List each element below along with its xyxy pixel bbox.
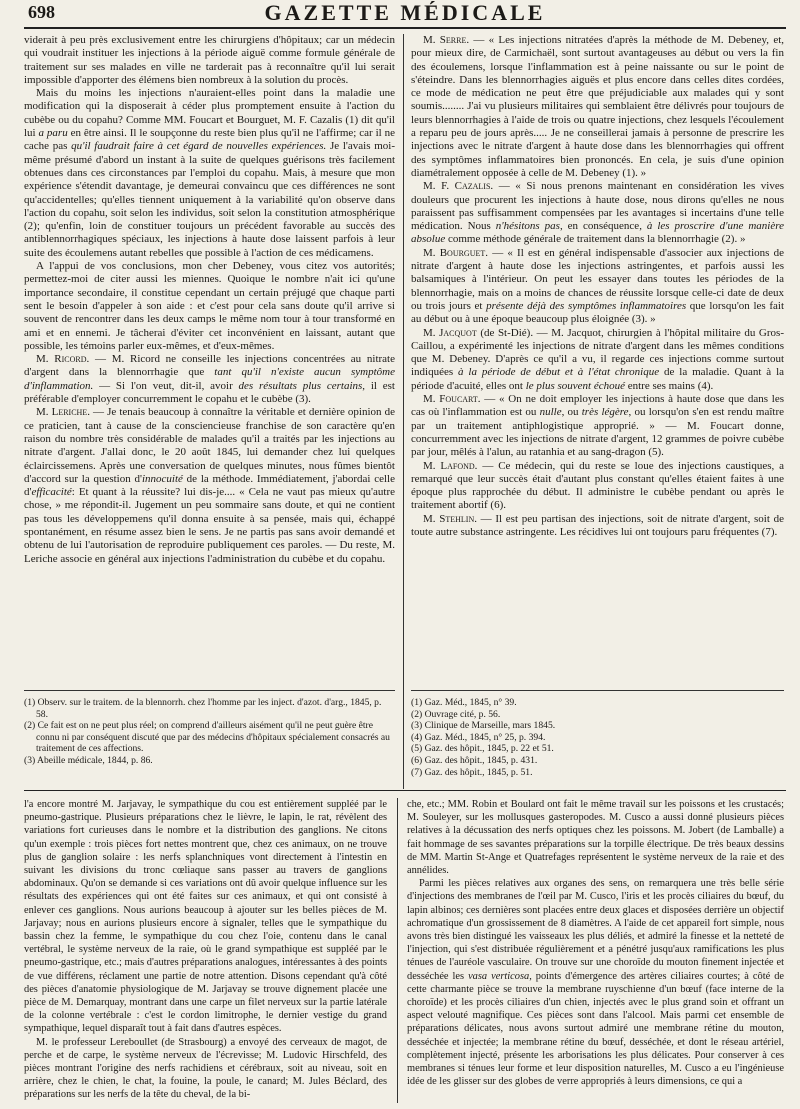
paragraph: viderait à peu près exclusivement entre les chirurgiens d'hôpitaux; car un médecin qui voudrait instituer les injections à la période aiguë comme formule générale de traitement sur ses malades en ville ne tarderait pas à reconnaître qu'il lui serait impossible d'apporter des élémens bien nombreux à la solution du procès. <box>24 34 395 86</box>
footnote: (4) Gaz. Méd., 1845, n° 25, p. 394. <box>411 731 546 743</box>
page-header <box>24 0 786 26</box>
masthead-title: GAZETTE MÉDICALE <box>264 0 546 25</box>
paragraph: M. le professeur Lereboullet (de Strasbourg) a envoyé des cerveaux de magot, de perche et de carpe, le système nerveux de l'écrevisse; M. Ludovic Hirschfeld, des pièces montrant l'origine des nerfs rachidiens et cérébraux, soit au niveau, soit en arrière, chez le chien, le chat, la fouine, la poule, le canard; M. Jules Béclard, des préparations sur les nerfs de la tête du cheval, de la bi- <box>24 1036 387 1101</box>
page-number: 698 <box>28 2 55 22</box>
footnote: (6) Gaz. des hôpit., 1845, p. 431. <box>411 754 538 766</box>
paragraph: l'a encore montré M. Jarjavay, le sympathique du cou est entièrement suppléé par le pneumo-gastrique. Plusieurs préparations chez le lièvre, le lapin, le rat, révèlent des variations fort curieuses dans le nombre et la distribution des ganglions. Ne citons qu'un exemple : trois pièces fort nettes montrent que, chez ces animaux, on ne trouve plus de ganglion solaire : les nerfs splanchniques vont directement à l'intestin en suivant les divisions du tronc cœliaque sans passer au travers de ganglions abdominaux. Qu'on se demande si ces variations ont dû avoir quelque influence sur les résultats des expériences qui ont été faites sur ces animaux, et qui ont consisté à enlever ces ganglions. Nous aurions beaucoup à ajouter sur les belles pièces de M. Jarjavay; nous en aurions plusieurs encore à signaler, telles que le sympathique du bassin chez la femme, le sympathique du cou chez l'oie, contenu dans le canal vertébral, le système nerveux de la raie, où le grand sympathique est suppléé par le pneumo-gastrique, etc.; mais d'autres préparations analogues, intéressantes à des points de vue différens, réclament une partie de notre attention. Disons cependant qu'à côté des pièces d'anatomie physiologique de M. Jarjavay se trouve dignement placée une pièce de M. Demarquay, montrant dans une carpe un filet nerveux sur la partie latérale de la colonne vertébrale : c'est le cordon limitrophe, le dernier vestige du grand sympathique, lequel disparaît tout à fait dans d'autres espèces. <box>24 799 387 1035</box>
paragraph: Mais du moins les injections n'auraient-elles point dans la maladie une modification qui la disposerait à céder plus promptement ensuite à l'action du cubèbe ou du copahu? Comme MM. Foucart et Bourguet, M. F. Cazalis (1) dit qu'il lui a paru en être ainsi. Il le soupçonne du reste bien plus qu'il ne l'affirme; car il ne cache pas qu'il faudrait faire à cet égard de nouvelles expériences. Je l'avais moi-même présumé d'abord un instant à la suite de quelques guérisons très facilement obtenues dans ces circonstances par l'emploi du copahu. Mais, à mesure que mon expérience s'étendit davantage, je demeurai convaincu que ces différences ne sont qu'accidentelles; qu'elles tiennent uniquement à la variabilité qu'on observe dans l'action du copahu, soit selon les individus, soit selon la constitution atmosphérique (2); qu'enfin, loin de constituer toujours un précédent favorable au succès des antiblennorrhagiques spéciaux, les injections à haute dose laissent parfois à leur suite des écoulemens autant rebelles que possible à l'action de ces médicamens. <box>24 87 395 259</box>
footnote: (1) Gaz. Méd., 1845, n° 39. <box>411 697 517 708</box>
paragraph-bourguet: M. Bourguet. — « Il est en général indispensable d'associer aux injections de nitrate d'argent à haute dose les injections astringentes, et parfois aussi les balsamiques à l'intérieur. On peut les essayer dans toutes les périodes de la blennorrhagie, mais on a moins de chances de réussite lorsque celle-ci date de deux ou trois jours et présente déjà des symptômes inflammatoires que lorsqu'on les fait au début ou à une époque beaucoup plus éloignée (3). » <box>411 246 784 326</box>
paragraph: che, etc.; MM. Robin et Boulard ont fait le même travail sur les poissons et les crustacés; M. Souleyer, sur les mollusques gasteropodes. M. Cusco a aussi donné plusieurs pièces relatives à la décussation des nerfs optiques chez les poissons. M. Jobert (de Lamballe) a fait hommage de ses savantes préparations sur la torpille électrique. De très beaux dessins de MM. Martin St-Ange et Quatrefages représentent le système nerveux de la raie et des annélides. <box>407 799 784 877</box>
header-rule <box>24 27 786 29</box>
section-rule <box>24 790 786 791</box>
footnote: (2) Ce fait est on ne peut plus réel; on comprend d'ailleurs aisément qu'il ne peut guère être connu ni par conséquent discuté que par des médecins d'hôpitaux spécialement consacrés au traitement de ces affections. <box>24 720 390 755</box>
column-divider <box>403 34 404 789</box>
paragraph-cazalis: M. F. Cazalis. — « Si nous prenons maintenant en considération les vives douleurs que procurent les injections à haute dose, nous dirons qu'elles ne nous paraissent pas suffisamment compensées par les avantages si incertains d'une telle médication. Nous n'hésitons pas, en conséquence, à les proscrire d'une manière absolue comme méthode générale de traitement dans la blennorrhagie (2). » <box>411 180 784 246</box>
paragraph: A l'appui de vos conclusions, mon cher Debeney, vous citez vos autorités; permettez-moi de citer aussi les miennes. Quoique le nombre n'ait ici qu'une importance secondaire, il constitue cependant un certain préjugé que chaque parti sent le besoin d'appeler à son aide : et c'est pour cela sans doute qu'il arrive si souvent de rencontrer dans les deux camps le même nom tour à tour transformé en ami et en ennemi. Je tâcherai d'éviter cet inconvénient en laissant, autant que possible, les témoins parler eux-mêmes, et d'eux-mêmes. <box>24 260 395 352</box>
paragraph-foucart: M. Foucart. — « On ne doit employer les injections à haute dose que dans les cas où l'inflammation est ou nulle, ou très légère, ou lorsqu'on s'en est rendu maître par un traitement antiphlogistique approprié. » — M. Foucart donne, concurremment avec les injections de nitrate d'argent, 12 grammes de poivre cubèbe par jour, mêlés à l'alun, au ratanhia et au sang-dragon (5). <box>411 393 784 459</box>
upper-left-column <box>24 34 395 684</box>
paragraph-ricord: M. Ricord. — M. Ricord ne conseille les injections concentrées au nitrate d'argent dans la blennorrhagie que tant qu'il n'existe aucun symptôme d'inflammation. — Si l'on veut, dit-il, avoir des résultats plus certains, il est préférable d'employer concurremment le copahu et le cubèbe (3). <box>24 353 395 406</box>
lower-right-column <box>407 798 784 1103</box>
footnote: (7) Gaz. des hôpit., 1845, p. 51. <box>411 766 533 778</box>
paragraph-leriche: M. Leriche. — Je tenais beaucoup à connaître la véritable et dernière opinion de ce praticien, tant à cause de la consciencieuse franchise de son caractère qu'en raison du nombre très considérable de malades qu'il a traités par les injections au nitrate d'argent. J'allai donc, le 20 août 1845, lui demander chez lui quelques éclaircissemens. Après une conversation de quelques minutes, nous fûmes bientôt d'accord sur la question d'innocuité de la méthode. Immédiatement, j'abordai celle d'efficacité: Et quant à la réussite? lui dis-je.... « Cela ne vaut pas mieux qu'autre chose, » me répondit-il. Jugement un peu sommaire sans doute, et qui ne contient pas tous les développemens qu'il donna ensuite à sa pensée, mais qui, échappé spontanément, en résume assez bien le sens. Je ne partis pas sans avoir demandé et obtenu de lui l'autorisation de reproduire publiquement ces paroles. — Du reste, M. Leriche associe en général aux injections l'administration du cubèbe et du copahu. <box>24 406 395 565</box>
footnote: (3) Abeille médicale, 1844, p. 86. <box>24 754 153 766</box>
footnote: (2) Ouvrage cité, p. 56. <box>411 708 501 720</box>
footnote-rule <box>411 690 784 691</box>
footnote: (1) Observ. sur le traitem. de la blennorrh. chez l'homme par les inject. d'azot. d'arg., 1845, p. 58. <box>24 697 382 720</box>
footnote: (3) Clinique de Marseille, mars 1845. <box>411 720 556 732</box>
column-divider <box>397 798 398 1103</box>
upper-right-column <box>411 34 784 684</box>
paragraph-jacquot: M. Jacquot (de St-Dié). — M. Jacquot, chirurgien à l'hôpital militaire du Gros-Caillou, a expérimenté les injections de nitrate d'argent dans les mêmes conditions que M. Debeney. D'après ce qu'il a vu, il regarde ces injections comme surtout indiquées à la période de début et à l'état chronique de la maladie. Quant à la période d'acuité, elles ont le plus souvent échoué entre ses mains (4). <box>411 326 784 392</box>
paragraph: Parmi les pièces relatives aux organes des sens, on remarquera une très belle série d'injections des membranes de l'œil par M. Cusco, l'iris et les procès ciliaires du bœuf, du lapin albinos; ces dernières sont placées entre deux glaces et disposées derrière un objectif achromatique d'un grossissement de 8 diamètres. A l'aide de cet appareil fort simple, nous avons très bien distingué les vaisseaux les plus déliés, et admiré la finesse et la netteté de l'injection, qui s'est distribuée régulièrement et a pénétré jusqu'aux ramifications les plus ténues de l'auréole vasculaire. On trouve sur une choroïde du mouton finement injectée et desséchée les vasa verticosa, points d'émergence des artères ciliaires courtes; à côté de cette charmante pièce se trouve la membrane ruyschienne d'un bœuf (face interne de la choroïde) et les procès ciliaires d'un chien, injectés avec le plus grand soin et offrant un aspect velouté magnifique. Ces pièces sont dans l'alcool. Mais parmi cet ensemble de préparations délicates, nous avons surtout admiré une membrane rétine du mouton, desséchée et injectée; la membrane rétine du bœuf, desséchée, et dont le réseau artériel, complètement injecté, présente les arborisations les plus délicates. Pour conserver à ces membranes si ténues leur forme et leur disposition naturelles, M. Cusco a eu l'ingénieuse idée de les glisser sur des globes de verre appropriés à leurs dimensions, ce qui a <box>407 878 784 1088</box>
paragraph-lafond: M. Lafond. — Ce médecin, qui du reste se loue des injections caustiques, a remarqué que leur succès était d'autant plus constant qu'elles étaient faites à une époque plus rapprochée du début. Il administre le cubèbe pendant ou après le traitement abortif (6). <box>411 459 784 512</box>
lower-left-column <box>24 798 387 1103</box>
paragraph-serre: M. Serre. — « Les injections nitratées d'après la méthode de M. Debeney, et, pour mieux dire, de Carmichaël, sont surtout avantageuses au début ou vers la fin des écoulemens, lorsque l'inflammation est à peine naissante ou sur le point de s'éteindre. Dans les blennorrhagies aiguës et plus encore dans celles dites cordées, ce mode de médication ne peut être que préjudiciable aux malades qui y sont soumis........ J'ai vu plusieurs militaires qui semblaient être délivrés pour toujours de leurs blennorrhagies à l'aide de trois ou quatre injections, chez lesquels l'écoulement a reparu peu de jours après..... Je ne conseillerai jamais à personne de prescrire les injections avec le nitrate d'argent à haute dose dans les blennorrhagies qui offrent des symptômes inflammatoires bien prononcés. En cela, je suis d'une opinion diamétralement opposée à celle de M. Debeney (1). » <box>411 34 784 179</box>
paragraph-stehlin: M. Stehlin. — Il est peu partisan des injections, soit de nitrate d'argent, soit de toute autre substance astringente. Les récidives lui ont toujours paru fréquentes (7). <box>411 512 784 538</box>
footnotes-right <box>411 697 611 778</box>
footnote: (5) Gaz. des hôpit., 1845, p. 22 et 51. <box>411 743 554 755</box>
footnotes-left <box>24 697 395 767</box>
footnote-rule <box>24 690 395 691</box>
